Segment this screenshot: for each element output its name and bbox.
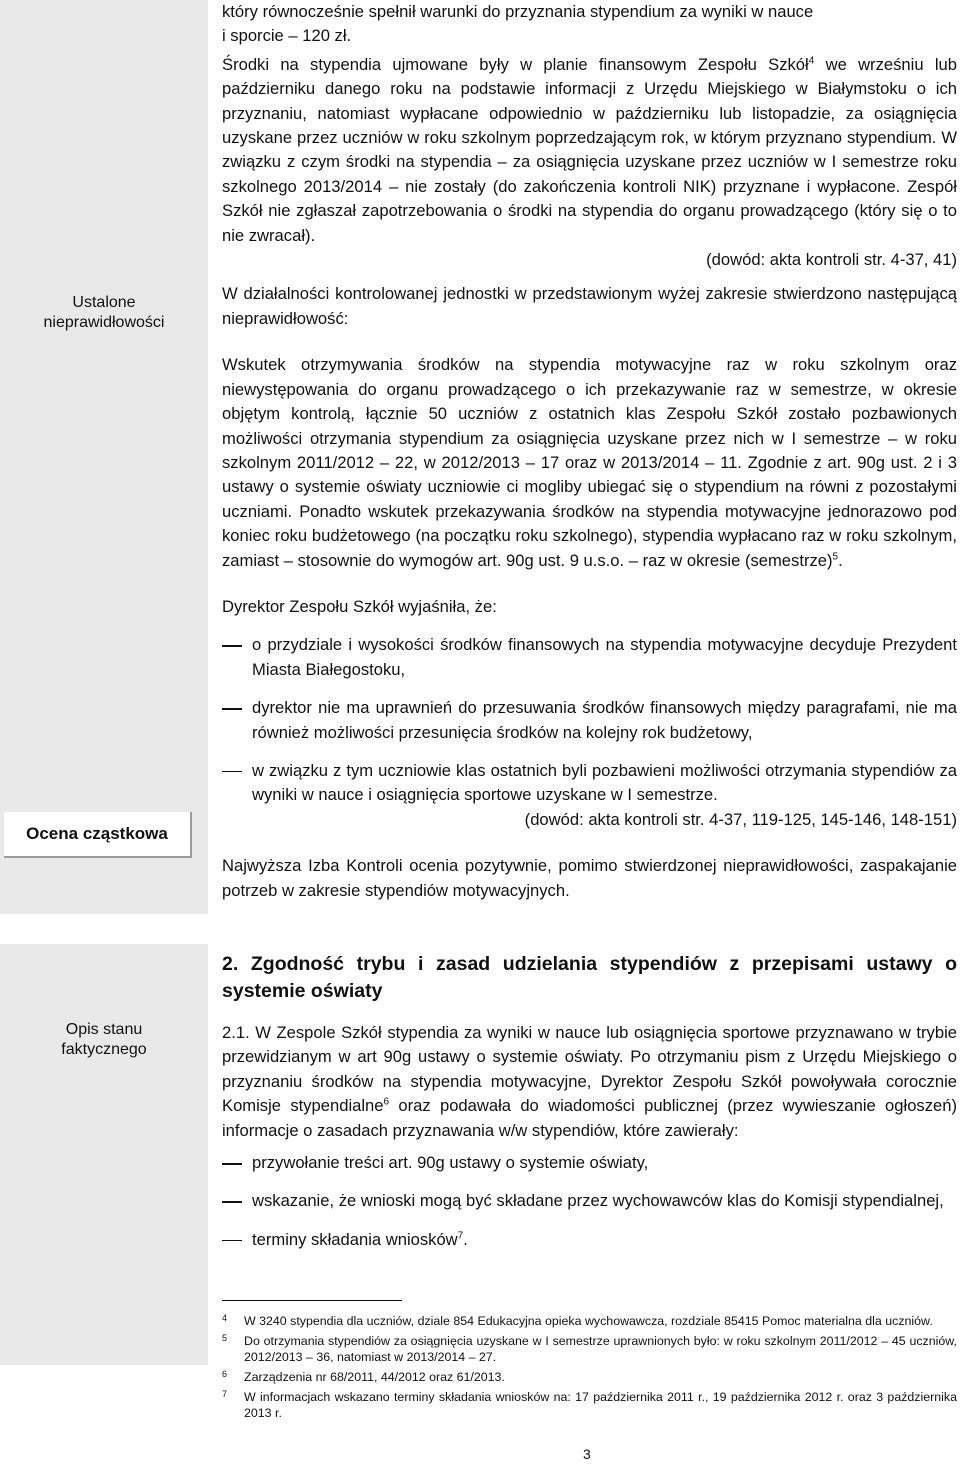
evidence-reference-1: (dowód: akta kontroli str. 4-37, 41) [706, 250, 957, 270]
paragraph-assessment: Najwyższa Izba Kontroli ocenia pozytywnie, pomimo stwierdzonej nieprawidłowości, zaspakajanie potrzeb w zakresie stypendiów motywacyjnych. [222, 856, 957, 900]
paragraph-procedure: 2.1. W Zespole Szkół stypendia za wyniki w nauce lub osiągnięcia sportowe przyznawano w trybie przewidzianym w art 90g ustawy o systemie oświaty. Po otrzymaniu pism z Urzędu Miejskiego o przyznaniu środków na stypendia motywacyjne, Dyrektor Zespołu Szkół powoływała corocznie Komisje stypendialne$^6$ oraz podawała do wiadomości publicznej (przez wywieszanie ogłoszeń) informacje o zasadach przyznawania w/w stypendiów, które zawierały: [222, 1023, 958, 1140]
sidebar-bottom [0, 944, 208, 1365]
list-item: w związku z tym uczniowie klas ostatnich byli pozbawieni możliwości otrzymania stypendiów za wyniki w nauce i osiągnięcia sportowe uzyskane w I semestrze. [222, 759, 957, 808]
footnote-ref-4[interactable]: 4 [808, 55, 815, 67]
paragraph-irregularity: Wskutek otrzymywania środków na stypendia motywacyjne raz w roku szkolnym oraz niewystępowania do organu prowadzącego o ich przekazywanie raz w semestrze, w okresie objętym kontrolą, łącznie 50 uczniów z ostatnich klas Zespołu Szkół zostało pozbawionych możliwości otrzymania stypendium za osiągnięcia uzyskane przez nich w I semestrze – w roku szkolnym 2011/2012 – 22, w 2012/2013 – 17 oraz w 2013/2014 – 11. Zgodnie z art. 90g ust. 2 i 3 ustawy o systemie oświaty uczniowie ci mogliby ubiegać się o stypendium na równi z pozostałymi uczniami. Ponadto wskutek przekazywania środków na stypendia motywacyjne jednorazowo pod koniec roku budżetowego (na początku roku szkolnego), stypendia wypłacano raz w roku szkolnym, zamiast – stosownie do wymogów art. 90g ust. 9 u.s.o. – raz w okresie (semestrze)$^5$. [222, 355, 957, 570]
footnote: 7 W informacjach wskazano terminy składania wniosków na: 17 października 2011 r., 19 października 2012 r. oraz 3 października 2013 r. [222, 1389, 957, 1420]
paragraph-findings-intro: W działalności kontrolowanej jednostki w przedstawionym wyżej zakresie stwierdzono następującą nieprawidłowość: [222, 284, 957, 328]
paragraph-director-explanation: Dyrektor Zespołu Szkół wyjaśniła, że: [222, 596, 497, 616]
list-item: terminy składania wniosków$^7$. [222, 1228, 957, 1252]
section-heading: 2. Zgodność trybu i zasad udzielania stypendiów z przepisami ustawy o systemie oświaty [222, 953, 957, 1002]
footnote-ref-5[interactable]: 5 [832, 551, 839, 562]
explanation-list [222, 633, 957, 807]
sidebar-top [0, 0, 208, 914]
paragraph-funding: Środki na stypendia ujmowane były w planie finansowym Zespołu Szkół$^4$ we wrześniu lub październiku danego roku na podstawie informacji z Urzędu Miejskiego w Białymstoku o ich przyznaniu, natomiast wypłacane odpowiednio w październiku lub listopadzie, za osiągnięcia uzyskane przez uczniów w roku szkolnym poprzedzającym rok, w którym przyznano stypendium. W związku z czym środki na stypendia – za osiągnięcia uzyskane przez uczniów w I semestrze roku szkolnego 2013/2014 – nie zostały (do zakończenia kontroli NIK) przyznane i wypłacone. Zespół Szkół nie zgłaszał zapotrzebowania o środki na stypendia do organu prowadzącego (który się o to nie zwracał). [222, 54, 957, 245]
footnote: 6 Zarządzenia nr 68/2011, 44/2012 oraz 61/2013. [222, 1369, 505, 1384]
footnote: 4 W 3240 stypendia dla uczniów, dziale 854 Edukacyjna opieka wychowawcza, rozdziale 85415 Pomoc materialna dla uczniów. [222, 1313, 933, 1328]
footnote-ref-6[interactable]: 6 [383, 1096, 390, 1108]
main-content [222, 0, 957, 1252]
list-item: dyrektor nie ma uprawnień do przesuwania środków finansowych między paragrafami, nie ma również możliwości przesunięcia środków na kolejny rok budżetowy, [222, 696, 957, 745]
evidence-reference-2: (dowód: akta kontroli str. 4-37, 119-125, 145-146, 148-151) [524, 809, 957, 829]
label-ocena-czastkowa: Ocena cząstkowa [4, 812, 192, 858]
footnote: 5 Do otrzymania stypendiów za osiągnięcia uzyskane w I semestrze uprawnionych było: w roku szkolnym 2011/2012 – 45 uczniów, 2012/2013 – 36, natomiast w 2013/2014 – 27. [222, 1333, 957, 1364]
paragraph-continuation: który równocześnie spełnił warunki do przyznania stypendium za wyniki w nauce i sporcie – 120 zł. [222, 2, 814, 46]
footnotes [222, 1300, 957, 1425]
footnote-separator [222, 1300, 402, 1301]
footnote-ref-7[interactable]: 7 [457, 1230, 464, 1242]
label-ustalone-nieprawidlowosci: Ustalone nieprawidłowości [43, 294, 165, 331]
list-item: przywołanie treści art. 90g ustawy o systemie oświaty, [222, 1151, 957, 1175]
list-item: o przydziale i wysokości środków finansowych na stypendia motywacyjne decyduje Prezydent Miasta Białegostoku, [222, 633, 957, 682]
list-item: wskazanie, że wnioski mogą być składane przez wychowawców klas do Komisji stypendialnej, [222, 1189, 957, 1213]
label-opis-stanu-faktycznego: Opis stanu faktycznego [61, 1021, 147, 1058]
page-number: 3 [583, 1446, 591, 1462]
information-list [222, 1151, 957, 1252]
